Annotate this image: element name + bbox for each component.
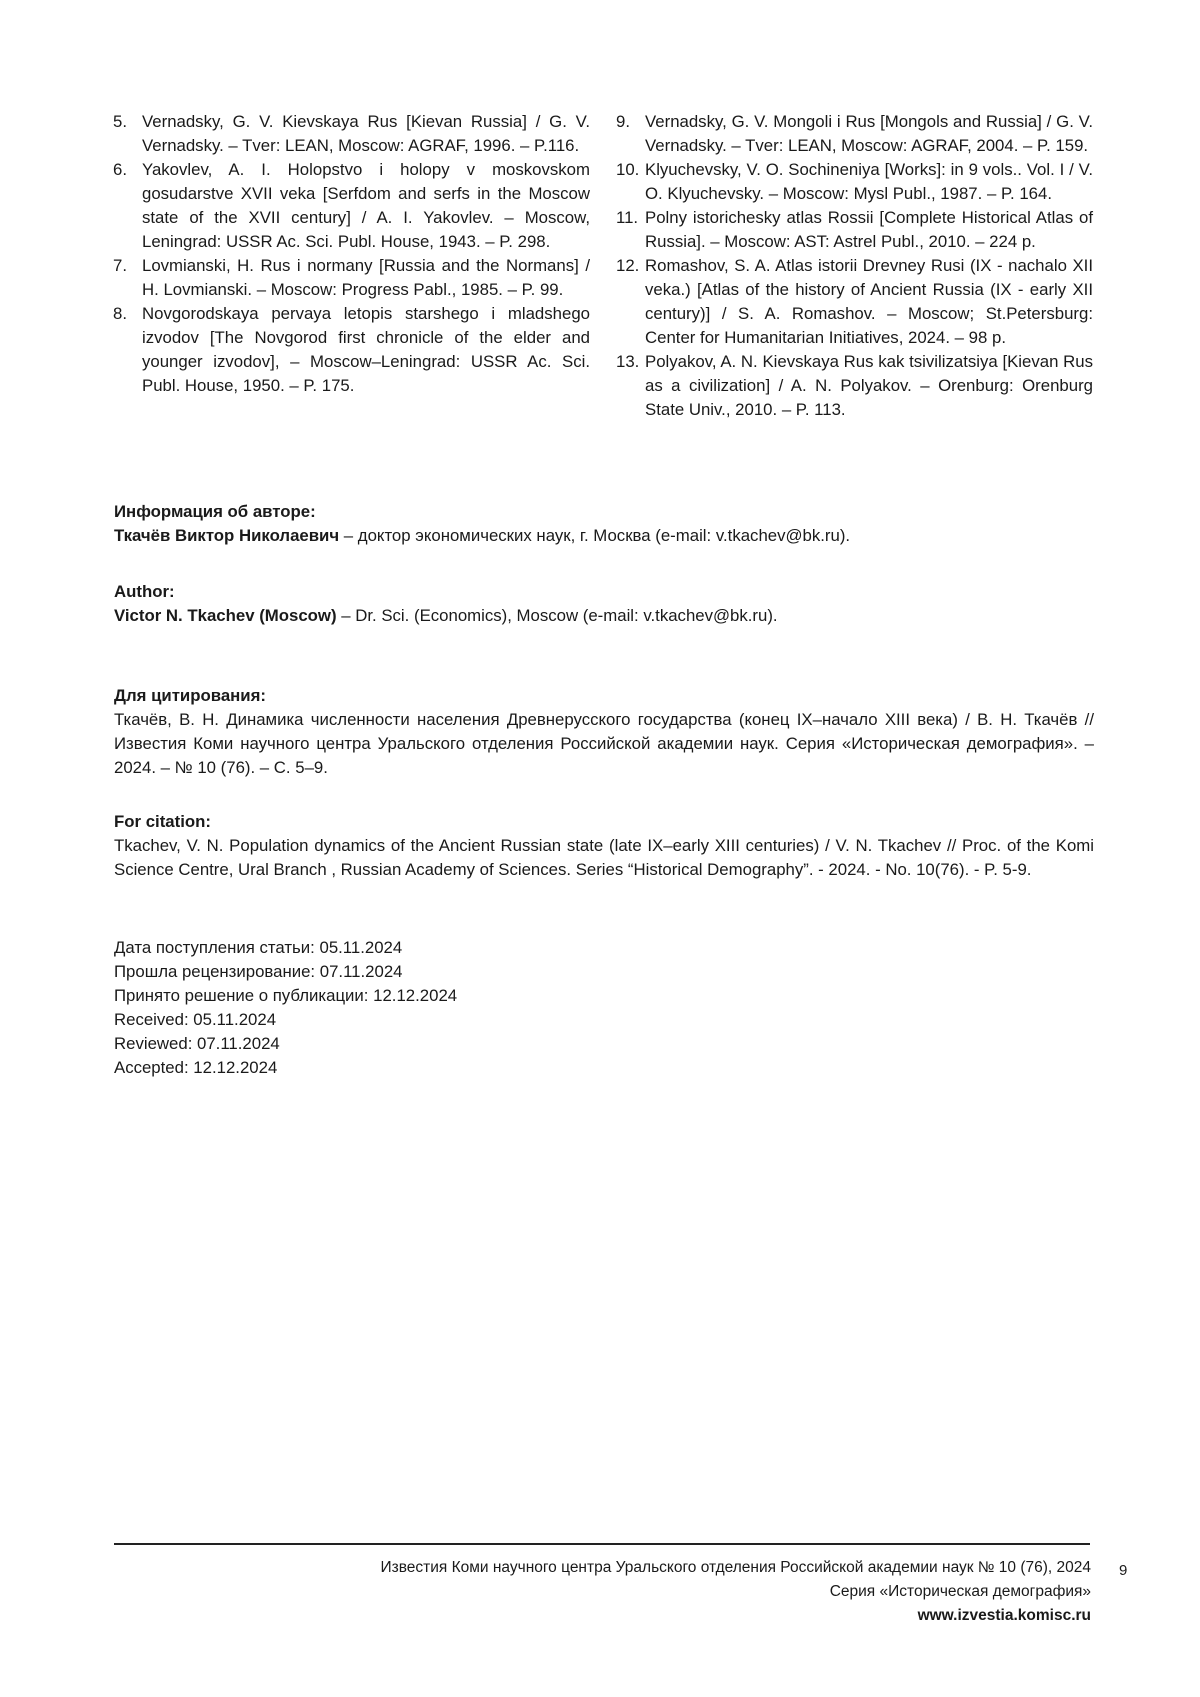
- reference-number: 11.: [616, 208, 639, 227]
- reference-number: 6.: [113, 160, 127, 179]
- footer-series: Серия «Историческая демография»: [829, 1583, 1091, 1600]
- reference-number: 9.: [616, 112, 630, 131]
- footer-divider: [114, 1543, 1090, 1545]
- reference-number: 10.: [616, 160, 640, 179]
- reference-text: Lovmianski, H. Rus i normany [Russia and the Normans] / H. Lovmianski. – Moscow: Progress Pabl., 1985. – P. 99.: [142, 256, 590, 299]
- reference-item: [616, 110, 1093, 158]
- reference-number: 7.: [113, 256, 127, 275]
- date-received-ru: Дата поступления статьи: 05.11.2024: [114, 938, 403, 957]
- citation-en: [114, 810, 1094, 882]
- author-name-en: Victor N. Tkachev (Moscow): [114, 606, 337, 625]
- reference-text: Vernadsky, G. V. Kievskaya Rus [Kievan Russia] / G. V. Vernadsky. – Tver: LEAN, Moscow: AGRAF, 1996. – P.116.: [142, 112, 590, 155]
- author-info-ru: [114, 500, 1094, 548]
- date-accepted-ru: Принято решение о публикации: 12.12.2024: [114, 986, 458, 1005]
- references-list: [113, 110, 1093, 422]
- reference-item: [113, 302, 590, 398]
- reference-number: 13.: [616, 352, 640, 371]
- reference-text: Klyuchevsky, V. O. Sochineniya [Works]: in 9 vols.. Vol. I / V. O. Klyuchevsky. – Moscow: Mysl Publ., 1987. – P. 164.: [645, 160, 1093, 203]
- author-name-ru: Ткачёв Виктор Николаевич: [114, 526, 340, 545]
- reference-text: Novgorodskaya pervaya letopis starshego i mladshego izvodov [The Novgorod first chronicle of the elder and younger izvodov], – Moscow–Leningrad: USSR Ac. Sci. Publ. House, 1950. – P. 175.: [142, 304, 590, 395]
- footer-journal: Известия Коми научного центра Уральского отделения Российской академии наук № 10 (76), 2024: [380, 1559, 1091, 1576]
- citation-ru-heading: Для цитирования:: [114, 686, 266, 705]
- author-info-ru-text: [114, 524, 1094, 548]
- author-info-en: [114, 580, 1094, 628]
- reference-item: [616, 350, 1093, 422]
- references-column-right: [616, 110, 1093, 422]
- reference-text: Vernadsky, G. V. Mongoli i Rus [Mongols and Russia] / G. V. Vernadsky. – Tver: LEAN, Moscow: AGRAF, 2004. – P. 159.: [645, 112, 1093, 155]
- author-details-ru: – доктор экономических наук, г. Москва (e-mail: v.tkachev@bk.ru).: [339, 526, 851, 545]
- citation-ru-text: Ткачёв, В. Н. Динамика численности населения Древнерусского государства (конец IX–начало XIII века) / В. Н. Ткачёв // Известия Коми научного центра Уральского отделения Российской академии наук. Серия «Историческая демография». – 2024. – № 10 (76). – С. 5–9.: [114, 710, 1094, 777]
- article-dates: [114, 936, 1094, 1080]
- reference-item: [113, 110, 590, 158]
- citation-ru: [114, 684, 1094, 780]
- reference-text: Romashov, S. A. Atlas istorii Drevney Rusi (IX - nachalo XII veka.) [Atlas of the history of Ancient Russia (IX - early XII century)] / S. A. Romashov. – Moscow; St.Petersburg: Center for Humanitarian Initiatives, 2024. – 98 p.: [645, 256, 1093, 347]
- page-footer: [380, 1556, 1091, 1628]
- reference-number: 5.: [113, 112, 127, 131]
- reference-number: 8.: [113, 304, 127, 323]
- author-info-en-heading: Author:: [114, 582, 175, 601]
- page-number: 9: [1119, 1562, 1128, 1579]
- reference-item: [616, 158, 1093, 206]
- author-info-ru-heading: Информация об авторе:: [114, 502, 316, 521]
- reference-item: [113, 158, 590, 254]
- date-reviewed-ru: Прошла рецензирование: 07.11.2024: [114, 962, 403, 981]
- reference-item: [113, 254, 590, 302]
- reference-item: [616, 206, 1093, 254]
- date-received-en: Received: 05.11.2024: [114, 1010, 277, 1029]
- reference-number: 12.: [616, 256, 640, 275]
- reference-text: Yakovlev, A. I. Holopstvo i holopy v moskovskom gosudarstve XVII veka [Serfdom and serfs in the Moscow state of the XVII century] / A. I. Yakovlev. – Moscow, Leningrad: USSR Ac. Sci. Publ. House, 1943. – P. 298.: [142, 160, 590, 251]
- author-info-en-text: [114, 604, 1094, 628]
- citation-en-heading: For citation:: [114, 812, 211, 831]
- citation-en-text: Tkachev, V. N. Population dynamics of the Ancient Russian state (late IX–early XIII centuries) / V. N. Tkachev // Proc. of the Komi Science Centre, Ural Branch , Russian Academy of Sciences. Series “Historical Demography”. - 2024. - No. 10(76). - P. 5-9.: [114, 836, 1094, 879]
- author-details-en: – Dr. Sci. (Economics), Moscow (e-mail: v.tkachev@bk.ru).: [336, 606, 778, 625]
- reference-text: Polyakov, A. N. Kievskaya Rus kak tsivilizatsiya [Kievan Rus as a civilization] / A. N. Polyakov. – Orenburg: Orenburg State Univ., 2010. – P. 113.: [645, 352, 1093, 419]
- footer-website[interactable]: www.izvestia.komisc.ru: [917, 1607, 1091, 1624]
- references-column-left: [113, 110, 590, 422]
- date-reviewed-en: Reviewed: 07.11.2024: [114, 1034, 280, 1053]
- reference-text: Polny istorichesky atlas Rossii [Complete Historical Atlas of Russia]. – Moscow: AST: Astrel Publ., 2010. – 224 p.: [645, 208, 1093, 251]
- date-accepted-en: Accepted: 12.12.2024: [114, 1058, 278, 1077]
- reference-item: [616, 254, 1093, 350]
